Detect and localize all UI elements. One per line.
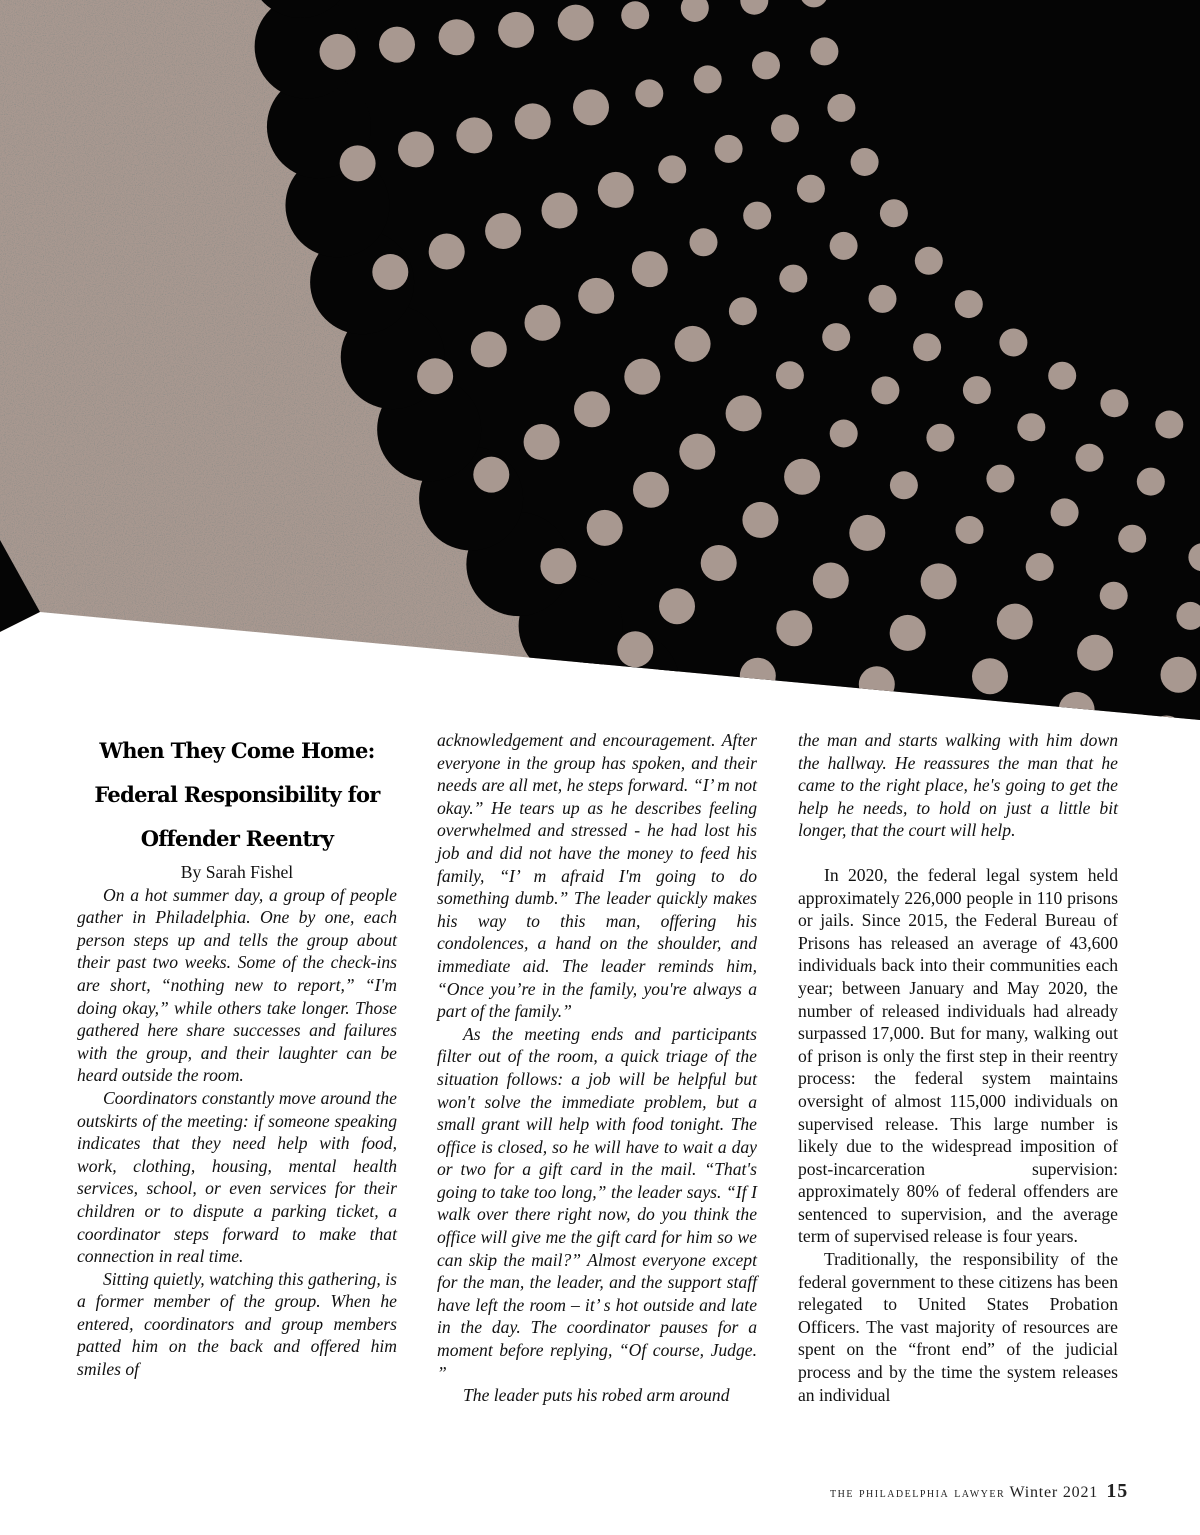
paragraph: As the meeting ends and participants filter out of the room, a quick triage of the situation follows: a job will be helpful but won't solve the immediate problem, but a small grant will help with food tonight. The office is closed, so he will have to wait a day or two for a gift card in the mail. “That's going to take too long,” the leader says. “If I walk over there right now, do you think the office will give me the gift card for him so we can skip the mail?” Almost everyone except for the man, the leader, and the support staff have left the room – it’ s hot outside and late in the day. The coordinator pauses for a moment before replying, “Of course, Judge. ” xyxy=(437,1023,757,1383)
paragraph: On a hot summer day, a group of people gather in Philadelphia. One by one, each person steps up and tells the group about their past two weeks. Some of the check-ins are short, “nothing new to report,” “I'm doing okay,” while others take longer. Those gathered here share successes and failures with the group, and their laughter can be heard outside the room. xyxy=(77,884,397,1086)
column-1 xyxy=(77,729,397,1381)
art-dot xyxy=(675,326,711,362)
art-dot xyxy=(771,114,799,142)
art-dot xyxy=(972,658,1008,694)
art-dot xyxy=(997,604,1033,640)
art-dot xyxy=(740,658,776,694)
paragraph: acknowledgement and encouragement. After everyone in the group has spoken, and their needs are all met, he steps forward. “I’ m not okay.” He tears up as he describes feeling overwhelmed and stressed - he had lost his job and did not have the money to feed his family, “I’ m afraid I'm going to do something dumb.” The leader quickly makes his way to this man, offering his condolences, a hand on the shoulder, and immediate aid. The leader reminds him, “Once you’re in the family, you're always a part of the family.” xyxy=(437,730,757,1022)
paragraph: The leader puts his robed arm around xyxy=(463,1385,730,1406)
art-dot xyxy=(830,420,858,448)
art-dot xyxy=(776,610,812,646)
art-dot xyxy=(956,516,984,544)
art-scallop xyxy=(637,684,741,720)
art-dot xyxy=(632,251,668,287)
paragraph: In 2020, the federal legal system held approximately 226,000 people in 110 prisons or jails. Since 2015, the Federal Bureau of Prisons has released an average of 43,600 individuals back into their communities each year; between January and May 2020, the number of released individuals had already surpassed 17,000. But for many, walking out of prison is only the first step in their reentry process: the federal system maintains oversight of almost 115,000 individuals on supervised release. This large number is likely due to the widespread imposition of post-incarceration supervision: approximately 80% of federal offenders are sentenced to supervision, and the average term of supervised release is four years. xyxy=(798,864,1118,1247)
art-dot xyxy=(752,51,780,79)
art-dot xyxy=(471,331,507,367)
art-dot xyxy=(578,278,614,314)
art-dot xyxy=(743,202,771,230)
art-dot xyxy=(587,510,623,546)
art-dot xyxy=(729,297,757,325)
art-dot xyxy=(1017,413,1045,441)
issue-date: Winter 2021 xyxy=(1009,1484,1099,1501)
byline: By Sarah Fishel xyxy=(180,862,294,882)
art-dot xyxy=(703,705,739,720)
article-title xyxy=(77,729,397,861)
art-dot xyxy=(417,358,453,394)
art-dot xyxy=(779,265,807,293)
art-dot xyxy=(1118,525,1146,553)
title-line-2: Federal Responsibility for xyxy=(94,782,380,807)
art-dot xyxy=(1076,444,1104,472)
art-dot xyxy=(921,563,957,599)
art-dot xyxy=(574,391,610,427)
art-dot xyxy=(784,459,820,495)
art-dot xyxy=(624,359,660,395)
art-dot xyxy=(320,34,356,70)
art-dot xyxy=(498,12,534,48)
art-dot xyxy=(525,305,561,341)
art-dot xyxy=(871,376,899,404)
art-dot xyxy=(429,234,465,270)
art-dot xyxy=(621,1,649,29)
art-dot xyxy=(573,89,609,125)
header-artwork xyxy=(0,0,1200,720)
art-dot xyxy=(913,333,941,361)
art-dot xyxy=(890,615,926,651)
art-dot xyxy=(679,434,715,470)
art-dot xyxy=(558,5,594,41)
art-dot xyxy=(372,254,408,290)
art-dot xyxy=(999,329,1027,357)
art-dot xyxy=(726,395,762,431)
art-dot xyxy=(813,563,849,599)
art-dot xyxy=(827,94,855,122)
art-dot xyxy=(859,666,895,702)
art-dot xyxy=(1161,657,1197,693)
art-dot xyxy=(694,65,722,93)
art-dot xyxy=(1155,411,1183,439)
art-dot xyxy=(515,103,551,139)
paragraph-gap xyxy=(798,842,1118,864)
art-dot xyxy=(955,290,983,318)
title-line-1: When They Come Home: xyxy=(99,738,375,763)
art-dot xyxy=(797,175,825,203)
art-dot xyxy=(830,232,858,260)
art-dot xyxy=(658,155,686,183)
art-dot xyxy=(485,213,521,249)
column-2 xyxy=(437,729,757,1407)
column-3 xyxy=(798,729,1118,1406)
art-dot xyxy=(915,247,943,275)
art-dot xyxy=(851,148,879,176)
art-dot xyxy=(1100,389,1128,417)
publication-name: the philadelphia lawyer xyxy=(830,1486,1006,1501)
art-dot xyxy=(340,145,376,181)
art-dot xyxy=(986,465,1014,493)
art-dot xyxy=(869,285,897,313)
art-dot xyxy=(1026,553,1054,581)
art-dot xyxy=(635,79,663,107)
art-dot xyxy=(926,424,954,452)
art-dot xyxy=(398,131,434,167)
paragraph: the man and starts walking with him down the hallway. He reassures the man that he came to the right place, he's going to get the help he needs, to hold on just a little bit longer, that the court will help. xyxy=(798,730,1118,841)
art-dot xyxy=(1100,582,1128,610)
art-dot xyxy=(810,37,838,65)
art-dot xyxy=(633,472,669,508)
art-dot xyxy=(524,424,560,460)
art-dot xyxy=(849,515,885,551)
art-dot xyxy=(1077,635,1113,671)
art-dot xyxy=(742,502,778,538)
paragraph: Sitting quietly, watching this gathering, is a former member of the group. When he entered, coordinators and group members patted him on the back and offered him smiles of xyxy=(77,1268,397,1380)
art-dot xyxy=(379,27,415,63)
art-dot xyxy=(542,193,578,229)
paragraph: Coordinators constantly move around the outskirts of the meeting: if someone speaking indicates that they need help with food, work, clothing, housing, mental health services, school, or even services for their children or to dispute a parking ticket, a coordinator steps forward to make that connection in real time. xyxy=(77,1087,397,1267)
art-dot xyxy=(1051,498,1079,526)
art-dot xyxy=(456,117,492,153)
art-dot xyxy=(690,228,718,256)
art-dot xyxy=(617,631,653,667)
art-dot xyxy=(1137,468,1165,496)
title-line-3: Offender Reentry xyxy=(140,826,334,851)
art-dot xyxy=(659,588,695,624)
art-dot xyxy=(822,323,850,351)
paragraph: Traditionally, the responsibility of the federal government to these citizens has been relegated to United States Probation Officers. The vast majority of resources are spent on the “front end” of the judicial process and by the time the system releases an individual xyxy=(798,1249,1118,1405)
art-dot xyxy=(947,713,983,720)
art-dot xyxy=(963,376,991,404)
art-dot xyxy=(880,199,908,227)
page-footer xyxy=(830,1480,1128,1503)
page-number: 15 xyxy=(1106,1480,1128,1502)
art-dot xyxy=(701,545,737,581)
art-dot xyxy=(776,361,804,389)
art-dot xyxy=(1048,362,1076,390)
art-dot xyxy=(439,19,475,55)
art-dot xyxy=(890,471,918,499)
art-dot xyxy=(828,718,864,720)
art-dot xyxy=(473,457,509,493)
art-dot xyxy=(598,172,634,208)
art-dot xyxy=(715,135,743,163)
art-dot xyxy=(540,548,576,584)
